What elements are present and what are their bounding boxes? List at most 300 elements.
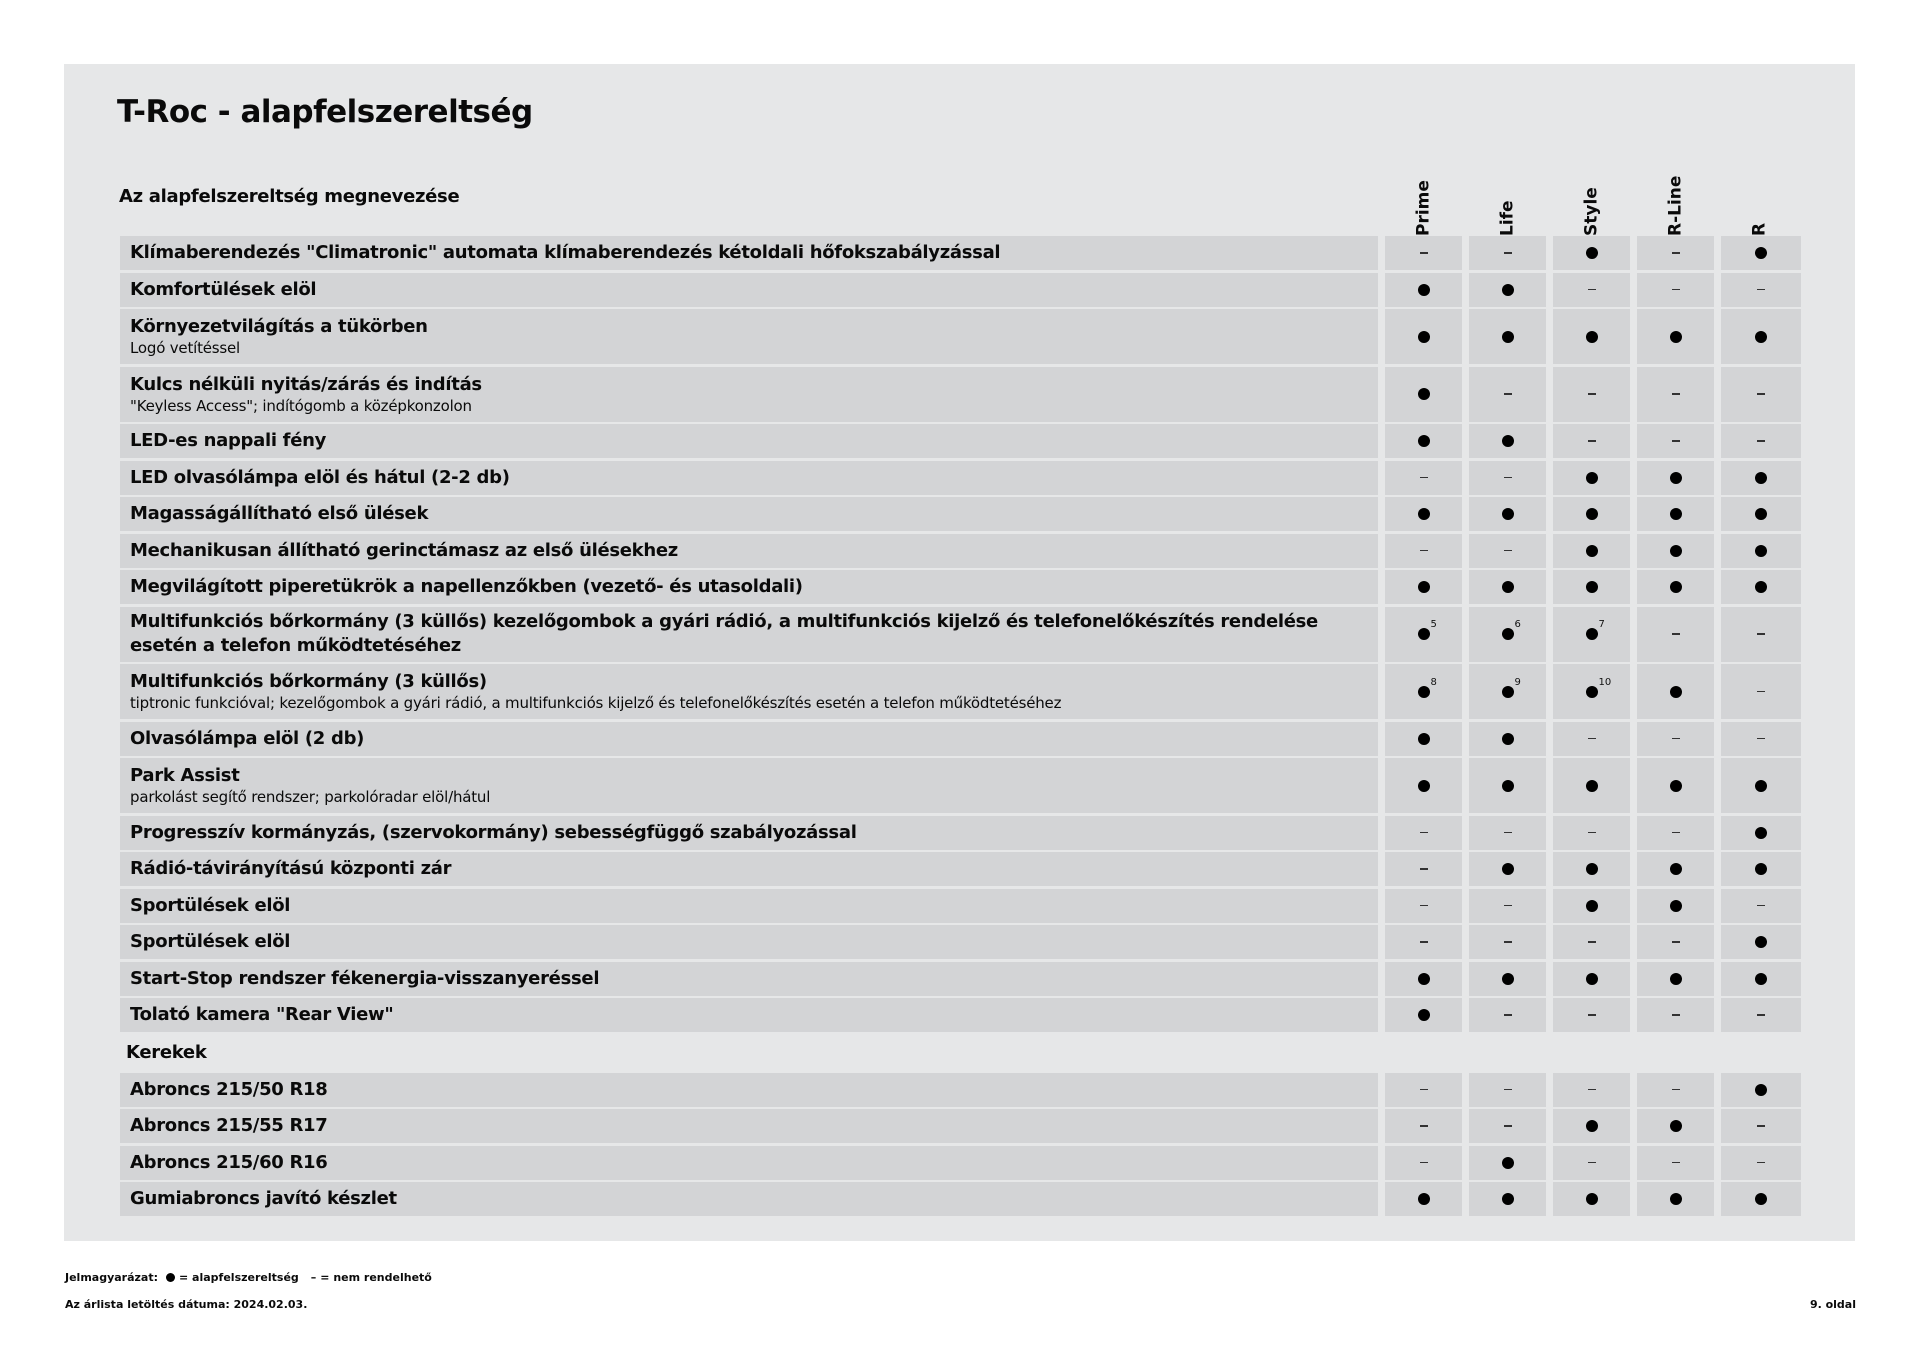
feature-column-header: Az alapfelszereltség megnevezése — [119, 186, 460, 207]
not-available-dash-icon — [1420, 1125, 1428, 1127]
not-available-dash-icon — [1757, 738, 1765, 740]
standard-dot-icon — [1755, 780, 1767, 792]
feature-cell — [120, 664, 1378, 719]
footnote-marker: 9 — [1514, 676, 1521, 688]
value-cell-prime — [1385, 664, 1462, 719]
standard-dot-icon — [1586, 331, 1598, 343]
footnote-marker: 10 — [1598, 676, 1612, 688]
value-cell-life — [1469, 758, 1546, 813]
value-cell-life — [1469, 497, 1546, 531]
not-available-dash-icon — [1504, 905, 1512, 907]
value-cell-r — [1721, 1109, 1801, 1143]
not-available-dash-icon — [1672, 832, 1680, 834]
standard-dot-icon — [1586, 1193, 1598, 1205]
value-cell-prime — [1385, 367, 1462, 422]
value-cell-style — [1553, 664, 1630, 719]
value-cell-style — [1553, 889, 1630, 923]
not-available-dash-icon — [1588, 941, 1596, 943]
table-row — [120, 816, 1803, 850]
value-cell-life — [1469, 534, 1546, 568]
standard-dot-icon — [1586, 581, 1598, 593]
feature-cell — [120, 497, 1378, 531]
not-available-dash-icon — [1757, 1162, 1765, 1164]
standard-dot-icon — [1502, 733, 1514, 745]
standard-dot-icon — [1586, 508, 1598, 520]
feature-cell — [120, 461, 1378, 495]
value-cell-r-line — [1637, 367, 1714, 422]
standard-dot-icon — [1755, 1084, 1767, 1096]
feature-cell — [120, 925, 1378, 959]
not-available-dash-icon — [1672, 289, 1680, 291]
not-available-dash-icon — [1588, 1014, 1596, 1016]
standard-dot-icon — [1755, 545, 1767, 557]
standard-dot-icon — [1418, 676, 1437, 698]
value-cell-style — [1553, 852, 1630, 886]
page-title: T-Roc - alapfelszereltség — [117, 94, 533, 130]
feature-name: LED olvasólámpa elöl és hátul (2-2 db) — [130, 466, 510, 488]
value-cell-style — [1553, 1182, 1630, 1216]
standard-dot-icon — [1755, 247, 1767, 259]
not-available-dash-icon — [1672, 440, 1680, 442]
table-row — [120, 607, 1803, 662]
table-row — [120, 722, 1803, 756]
standard-dot-icon — [1670, 581, 1682, 593]
variant-label: Style — [1581, 187, 1601, 236]
value-cell-prime — [1385, 998, 1462, 1032]
not-available-dash-icon — [1672, 252, 1680, 254]
table-row — [120, 309, 1803, 364]
value-cell-life — [1469, 424, 1546, 458]
value-cell-r-line — [1637, 534, 1714, 568]
table-row — [120, 998, 1803, 1032]
feature-description: Logó vetítéssel — [130, 339, 241, 357]
feature-name: Abroncs 215/50 R18 — [130, 1078, 328, 1100]
standard-dot-icon — [1418, 1193, 1430, 1205]
standard-dot-icon — [1418, 331, 1430, 343]
value-cell-r — [1721, 497, 1801, 531]
value-cell-life — [1469, 1073, 1546, 1107]
standard-dot-icon — [1586, 545, 1598, 557]
value-cell-prime — [1385, 497, 1462, 531]
variant-label: Prime — [1413, 180, 1433, 236]
variant-header-r — [1721, 164, 1798, 236]
value-cell-r — [1721, 570, 1801, 604]
feature-cell — [120, 1073, 1378, 1107]
standard-dot-icon — [1670, 1120, 1682, 1132]
not-available-dash-icon — [1757, 289, 1765, 291]
not-available-dash-icon — [1757, 393, 1765, 395]
standard-dot-icon — [1755, 331, 1767, 343]
feature-cell — [120, 816, 1378, 850]
standard-dot-icon — [1586, 973, 1598, 985]
table-row — [120, 962, 1803, 996]
value-cell-prime — [1385, 1182, 1462, 1216]
feature-cell — [120, 607, 1378, 662]
value-cell-prime — [1385, 570, 1462, 604]
not-available-dash-icon — [1504, 1014, 1512, 1016]
not-available-dash-icon — [1504, 1125, 1512, 1127]
value-cell-life — [1469, 998, 1546, 1032]
value-cell-r-line — [1637, 570, 1714, 604]
value-cell-r — [1721, 889, 1801, 923]
table-row — [120, 424, 1803, 458]
standard-dot-icon — [1586, 676, 1612, 698]
value-cell-life — [1469, 309, 1546, 364]
footnote-marker: 5 — [1430, 619, 1437, 630]
value-cell-r-line — [1637, 424, 1714, 458]
value-cell-r — [1721, 852, 1801, 886]
legend-label: Jelmagyarázat: — [65, 1271, 159, 1284]
value-cell-r — [1721, 236, 1801, 270]
standard-dot-icon — [1502, 619, 1521, 640]
value-cell-r-line — [1637, 852, 1714, 886]
feature-name: Tolató kamera "Rear View" — [130, 1004, 394, 1025]
feature-cell — [120, 758, 1378, 813]
not-available-dash-icon — [1504, 550, 1512, 552]
feature-name: Park Assist — [130, 765, 240, 786]
value-cell-r — [1721, 758, 1801, 813]
standard-dot-icon — [1755, 827, 1767, 839]
feature-cell — [120, 309, 1378, 364]
value-cell-style — [1553, 461, 1630, 495]
value-cell-prime — [1385, 722, 1462, 756]
value-cell-life — [1469, 607, 1546, 662]
value-cell-r — [1721, 664, 1801, 719]
table-row — [120, 889, 1803, 923]
value-cell-r-line — [1637, 607, 1714, 662]
not-available-dash-icon — [1672, 633, 1680, 635]
feature-cell — [120, 534, 1378, 568]
value-cell-prime — [1385, 925, 1462, 959]
feature-name: Komfortülések elöl — [130, 278, 317, 300]
not-available-dash-icon — [1672, 393, 1680, 395]
feature-cell — [120, 367, 1378, 422]
feature-cell — [120, 236, 1378, 270]
not-available-dash-icon — [1504, 832, 1512, 834]
table-row — [120, 570, 1803, 604]
standard-dot-icon — [1418, 435, 1430, 447]
value-cell-r — [1721, 962, 1801, 996]
value-cell-prime — [1385, 889, 1462, 923]
standard-dot-icon — [1755, 1193, 1767, 1205]
not-available-dash-icon — [1588, 1089, 1596, 1091]
value-cell-life — [1469, 461, 1546, 495]
feature-name: Gumiabroncs javító készlet — [130, 1188, 397, 1209]
feature-cell — [120, 962, 1378, 996]
value-cell-style — [1553, 1073, 1630, 1107]
standard-dot-icon — [1586, 780, 1598, 792]
feature-name: Abroncs 215/55 R17 — [130, 1115, 328, 1136]
value-cell-r — [1721, 925, 1801, 959]
value-cell-life — [1469, 273, 1546, 307]
value-cell-prime — [1385, 758, 1462, 813]
not-available-dash-icon — [1672, 941, 1680, 943]
value-cell-style — [1553, 570, 1630, 604]
standard-dot-icon — [1755, 936, 1767, 948]
value-cell-prime — [1385, 1146, 1462, 1180]
feature-name: Sportülések elöl — [130, 931, 291, 952]
value-cell-prime — [1385, 607, 1462, 662]
standard-dot-icon — [1586, 1120, 1598, 1132]
value-cell-r-line — [1637, 1073, 1714, 1107]
value-cell-life — [1469, 852, 1546, 886]
standard-dot-icon — [1502, 863, 1514, 875]
value-cell-life — [1469, 367, 1546, 422]
feature-cell — [120, 889, 1378, 923]
not-available-dash-icon — [1757, 905, 1765, 907]
value-cell-prime — [1385, 1109, 1462, 1143]
footnote-marker: 7 — [1598, 619, 1605, 630]
value-cell-style — [1553, 925, 1630, 959]
value-cell-r — [1721, 534, 1801, 568]
value-cell-life — [1469, 236, 1546, 270]
value-cell-life — [1469, 570, 1546, 604]
standard-dot-icon — [1502, 973, 1514, 985]
value-cell-r — [1721, 1182, 1801, 1216]
standard-dot-icon — [1502, 1157, 1514, 1169]
feature-name: Klímaberendezés "Climatronic" automata klímaberendezés kétoldali hőfokszabályzással — [130, 242, 1001, 263]
value-cell-r-line — [1637, 236, 1714, 270]
value-cell-r — [1721, 607, 1801, 662]
standard-dot-icon — [1418, 780, 1430, 792]
standard-dot-icon — [1502, 435, 1514, 447]
table-row — [120, 367, 1803, 422]
value-cell-life — [1469, 925, 1546, 959]
not-available-dash-icon — [1420, 550, 1428, 552]
not-available-dash-icon — [1757, 691, 1765, 693]
standard-dot-icon — [1755, 472, 1767, 484]
standard-dot-icon — [1670, 900, 1682, 912]
value-cell-prime — [1385, 534, 1462, 568]
table-row — [120, 1073, 1803, 1107]
standard-dot-icon — [1670, 1193, 1682, 1205]
standard-dot-icon — [1670, 508, 1682, 520]
feature-name: Sportülések elöl — [130, 894, 291, 916]
value-cell-r — [1721, 1146, 1801, 1180]
standard-dot-icon — [1586, 247, 1598, 259]
table-row — [120, 461, 1803, 495]
not-available-dash-icon — [1420, 905, 1428, 907]
value-cell-life — [1469, 664, 1546, 719]
standard-dot-icon — [1502, 676, 1521, 698]
table-row — [120, 925, 1803, 959]
value-cell-prime — [1385, 424, 1462, 458]
equipment-panel — [64, 64, 1855, 1241]
standard-dot-icon — [1755, 508, 1767, 520]
variant-header-r-line — [1637, 164, 1714, 236]
page-number: 9. oldal — [1809, 1298, 1856, 1311]
not-available-dash-icon — [1588, 1162, 1596, 1164]
standard-dot-icon — [166, 1273, 175, 1282]
value-cell-style — [1553, 722, 1630, 756]
feature-name: Olvasólámpa elöl (2 db) — [130, 727, 365, 749]
value-cell-life — [1469, 816, 1546, 850]
not-available-dash-icon — [1504, 477, 1512, 479]
value-cell-r — [1721, 998, 1801, 1032]
feature-cell — [120, 1182, 1378, 1216]
feature-cell — [120, 424, 1378, 458]
feature-name: Kulcs nélküli nyitás/zárás és indítás — [130, 373, 482, 395]
not-available-dash-icon — [1672, 1162, 1680, 1164]
standard-dot-icon — [1418, 581, 1430, 593]
not-available-dash-icon — [1420, 1162, 1428, 1164]
feature-name: LED-es nappali fény — [130, 430, 327, 451]
feature-cell — [120, 1146, 1378, 1180]
value-cell-style — [1553, 367, 1630, 422]
value-cell-style — [1553, 1109, 1630, 1143]
standard-dot-icon — [1586, 863, 1598, 875]
standard-dot-icon — [1586, 619, 1605, 640]
feature-description: parkolást segítő rendszer; parkolóradar elöl/hátul — [130, 788, 491, 806]
value-cell-life — [1469, 1182, 1546, 1216]
value-cell-prime — [1385, 309, 1462, 364]
not-available-dash-icon — [1420, 1089, 1428, 1091]
value-cell-r — [1721, 722, 1801, 756]
download-date: Az árlista letöltés dátuma: 2024.02.03. — [65, 1298, 308, 1311]
value-cell-r-line — [1637, 889, 1714, 923]
standard-dot-icon — [1670, 973, 1682, 985]
feature-cell — [120, 273, 1378, 307]
feature-cell — [120, 852, 1378, 886]
not-available-dash-icon — [1588, 393, 1596, 395]
variant-header-style — [1553, 164, 1630, 236]
standard-dot-icon — [1502, 581, 1514, 593]
value-cell-r-line — [1637, 722, 1714, 756]
standard-dot-icon — [1418, 619, 1437, 640]
legend — [65, 1271, 432, 1284]
not-available-dash-icon — [1420, 252, 1428, 254]
standard-dot-icon — [1670, 472, 1682, 484]
standard-dot-icon — [1502, 1193, 1514, 1205]
not-available-dash-icon — [1588, 832, 1596, 834]
value-cell-style — [1553, 758, 1630, 813]
value-cell-style — [1553, 816, 1630, 850]
variant-headers — [1385, 164, 1805, 236]
variant-label: R-Line — [1665, 175, 1685, 236]
not-available-dash-icon — [1588, 289, 1596, 291]
table-row — [120, 1182, 1803, 1216]
value-cell-r — [1721, 816, 1801, 850]
value-cell-r-line — [1637, 1182, 1714, 1216]
value-cell-style — [1553, 1146, 1630, 1180]
feature-name: Környezetvilágítás a tükörben — [130, 316, 428, 337]
value-cell-r-line — [1637, 1146, 1714, 1180]
not-available-dash-icon — [1420, 832, 1428, 834]
not-available-dash-icon — [1757, 633, 1765, 635]
standard-dot-icon — [1755, 863, 1767, 875]
standard-dot-icon — [1670, 863, 1682, 875]
not-available-dash-icon — [1504, 1089, 1512, 1091]
table-row — [120, 236, 1803, 270]
value-cell-r — [1721, 424, 1801, 458]
table-row — [120, 497, 1803, 531]
value-cell-r — [1721, 309, 1801, 364]
standard-dot-icon — [1418, 733, 1430, 745]
feature-description: tiptronic funkcióval; kezelőgombok a gyári rádió, a multifunkciós kijelző és telefonelőkészítés esetén a telefon működtetéséhez — [130, 694, 1062, 712]
feature-name: Mechanikusan állítható gerinctámasz az első ülésekhez — [130, 539, 678, 561]
feature-name: Rádió-távirányítású központi zár — [130, 858, 452, 879]
value-cell-r-line — [1637, 758, 1714, 813]
value-cell-prime — [1385, 816, 1462, 850]
not-available-dash-icon — [1757, 1014, 1765, 1016]
value-cell-r-line — [1637, 461, 1714, 495]
table-row — [120, 852, 1803, 886]
not-available-dash-icon — [1672, 738, 1680, 740]
section-title: Kerekek — [126, 1042, 207, 1063]
table-row — [120, 534, 1803, 568]
feature-name: Multifunkciós bőrkormány (3 küllős) kezelőgombok a gyári rádió, a multifunkciós kijelző és telefonelőkészítés rendelése esetén a telefon működtetéséhez — [130, 611, 1318, 656]
standard-dot-icon — [1670, 686, 1682, 698]
standard-dot-icon — [1418, 284, 1430, 296]
standard-dot-icon — [1502, 284, 1514, 296]
value-cell-r — [1721, 1073, 1801, 1107]
feature-name: Progresszív kormányzás, (szervokormány) sebességfüggő szabályozással — [130, 821, 857, 843]
standard-dot-icon — [1502, 508, 1514, 520]
feature-cell — [120, 998, 1378, 1032]
variant-header-life — [1469, 164, 1546, 236]
variant-label: R — [1749, 222, 1769, 236]
value-cell-style — [1553, 962, 1630, 996]
value-cell-life — [1469, 1109, 1546, 1143]
feature-name: Abroncs 215/60 R16 — [130, 1151, 328, 1173]
value-cell-r-line — [1637, 1109, 1714, 1143]
variant-header-prime — [1385, 164, 1462, 236]
not-available-dash-icon — [1504, 252, 1512, 254]
standard-dot-icon — [1670, 331, 1682, 343]
not-available-dash-icon — [1504, 941, 1512, 943]
table-row — [120, 758, 1803, 813]
value-cell-prime — [1385, 461, 1462, 495]
not-available-dash-icon — [1672, 1089, 1680, 1091]
value-cell-style — [1553, 309, 1630, 364]
table-row — [120, 1146, 1803, 1180]
feature-cell — [120, 570, 1378, 604]
standard-dot-icon — [1586, 900, 1598, 912]
feature-cell — [120, 722, 1378, 756]
value-cell-r — [1721, 461, 1801, 495]
legend-standard-text: = alapfelszereltség — [179, 1271, 299, 1284]
value-cell-r-line — [1637, 497, 1714, 531]
value-cell-style — [1553, 236, 1630, 270]
standard-dot-icon — [1755, 973, 1767, 985]
variant-label: Life — [1497, 200, 1517, 236]
not-available-dash-icon — [1757, 1125, 1765, 1127]
standard-dot-icon — [1502, 780, 1514, 792]
value-cell-style — [1553, 424, 1630, 458]
not-available-dash-icon — [1672, 1014, 1680, 1016]
feature-name: Megvilágított piperetükrök a napellenzőkben (vezető- és utasoldali) — [130, 576, 803, 597]
feature-description: "Keyless Access"; indítógomb a középkonzolon — [130, 396, 472, 415]
not-available-dash-icon — [1757, 440, 1765, 442]
standard-dot-icon — [1755, 581, 1767, 593]
value-cell-r-line — [1637, 962, 1714, 996]
standard-dot-icon — [1502, 331, 1514, 343]
value-cell-r-line — [1637, 273, 1714, 307]
value-cell-prime — [1385, 273, 1462, 307]
footnote-marker: 8 — [1430, 676, 1437, 688]
value-cell-prime — [1385, 852, 1462, 886]
feature-name: Start-Stop rendszer fékenergia-visszanyeréssel — [130, 967, 600, 989]
table-row — [120, 273, 1803, 307]
value-cell-prime — [1385, 1073, 1462, 1107]
standard-dot-icon — [1418, 508, 1430, 520]
feature-name: Magasságállítható első ülések — [130, 503, 429, 524]
value-cell-life — [1469, 722, 1546, 756]
not-available-dash-icon — [1588, 440, 1596, 442]
not-available-dash-icon — [1588, 738, 1596, 740]
value-cell-prime — [1385, 236, 1462, 270]
standard-dot-icon — [1670, 545, 1682, 557]
